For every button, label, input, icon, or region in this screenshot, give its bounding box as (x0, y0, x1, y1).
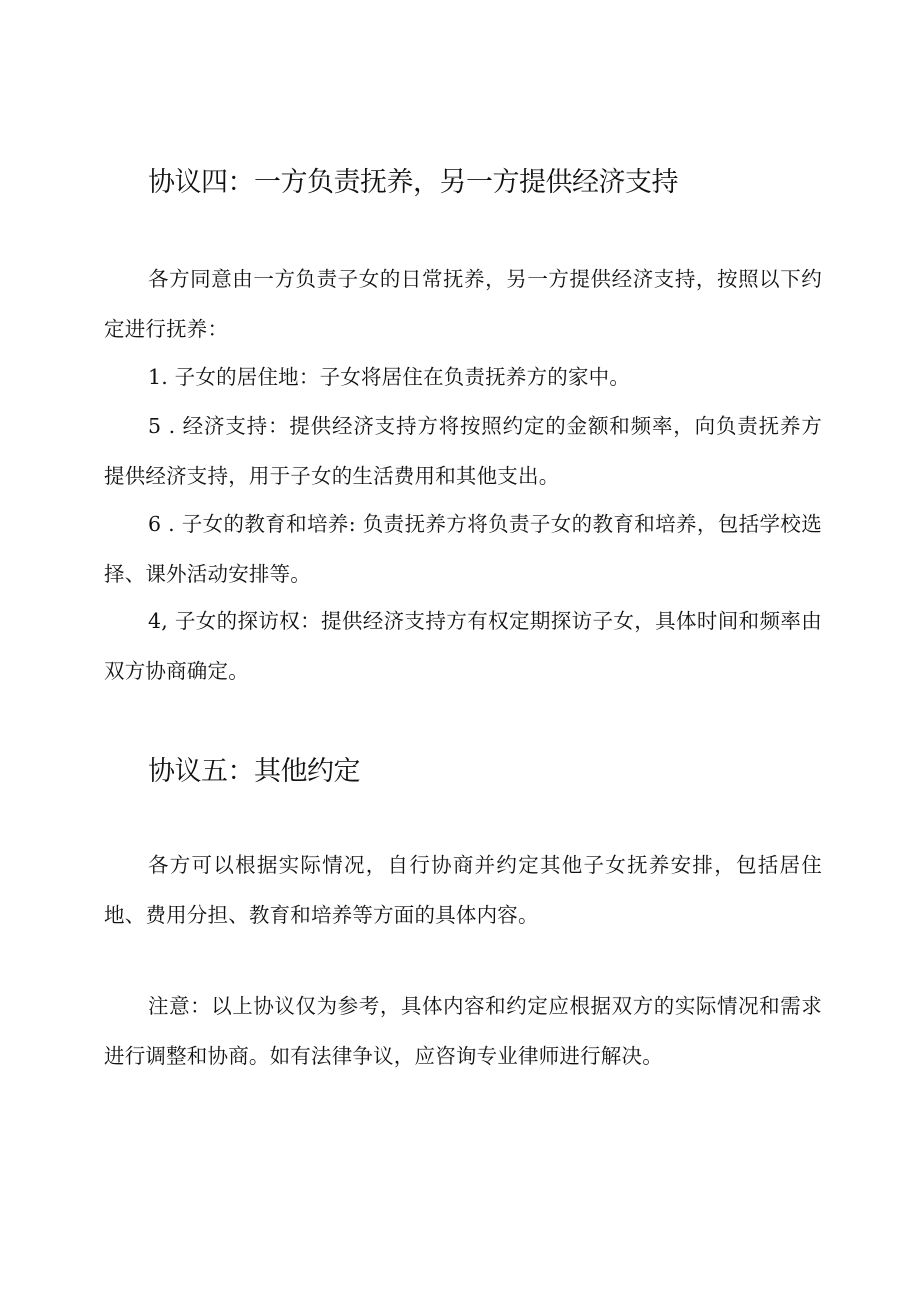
section-5-body: 各方可以根据实际情况，自行协商并约定其他子女抚养安排，包括居住地、费用分担、教育和培养等方面的具体内容。 (104, 853, 822, 927)
section-4-item-visitation: 4, 子女的探访权：提供经济支持方有权定期探访子女，具体时间和频率由双方协商确定。 (104, 609, 822, 683)
section-4-item-education: 6 . 子女的教育和培养: 负责抚养方将负责子女的教育和培养，包括学校选择、课外活动安排等。 (104, 512, 822, 586)
section-4-item-residence: 1. 子女的居住地：子女将居住在负责抚养方的家中。 (148, 365, 631, 389)
disclaimer-note: 注意：以上协议仅为参考，具体内容和约定应根据双方的实际情况和需求进行调整和协商。如有法律争议，应咨询专业律师进行解决。 (104, 994, 822, 1068)
section-4-intro: 各方同意由一方负责子女的日常抚养，另一方提供经济支持，按照以下约定进行抚养： (104, 267, 822, 341)
section-4-item-financial-support: 5 . 经济支持：提供经济支持方将按照约定的金额和频率，向负责抚养方提供经济支持，用于子女的生活费用和其他支出。 (104, 414, 822, 488)
section-4-heading: 协议四：一方负责抚养，另一方提供经济支持 (148, 167, 678, 198)
section-5-heading: 协议五：其他约定 (148, 756, 360, 787)
